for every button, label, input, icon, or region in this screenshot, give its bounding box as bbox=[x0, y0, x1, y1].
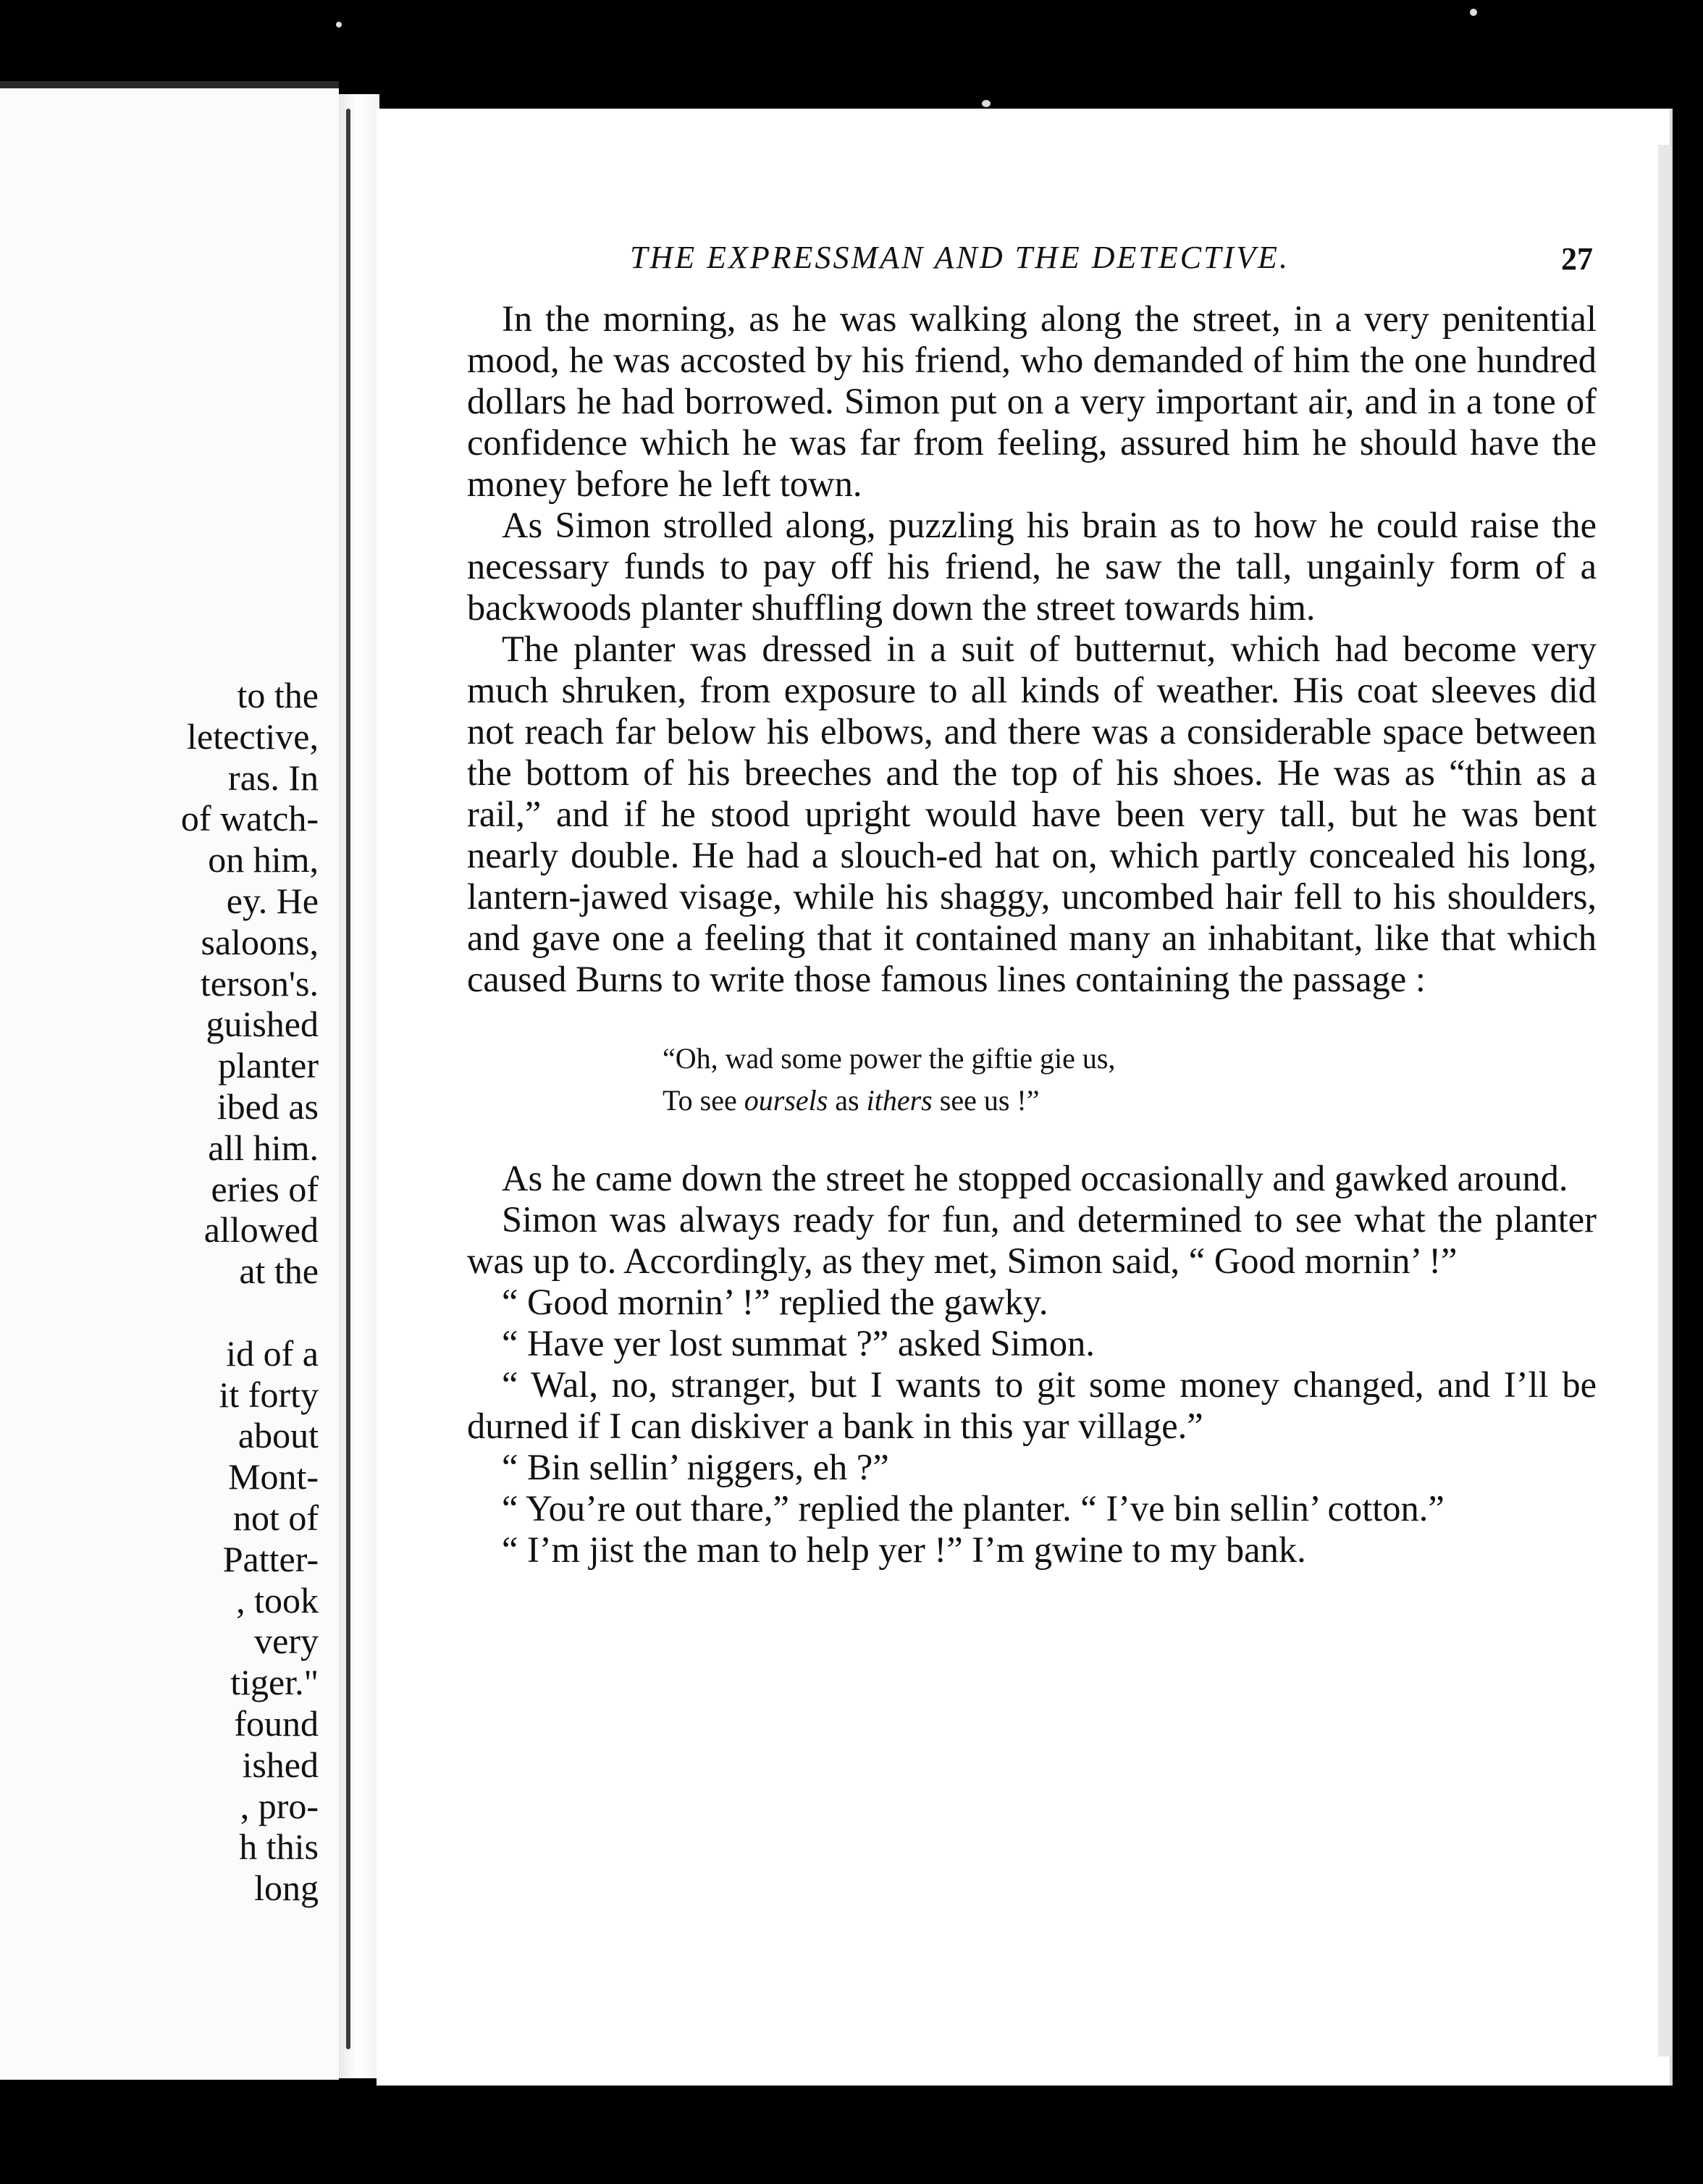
dust-speck bbox=[336, 22, 342, 28]
left-line: allowed bbox=[203, 1209, 319, 1251]
verse-italic: ithers bbox=[866, 1084, 933, 1117]
left-line: it forty bbox=[219, 1374, 319, 1415]
verse-quotation bbox=[467, 1038, 1597, 1122]
left-line: Patter- bbox=[222, 1538, 319, 1579]
running-title: THE EXPRESSMAN AND THE DETECTIVE. bbox=[630, 240, 1290, 275]
left-line: found bbox=[234, 1702, 319, 1744]
paragraph: The planter was dressed in a suit of butternut, which had become very much shruken, from exposure to all kinds of weather. His coat sleeves did not reach far below his elbows, and there was a considerable space between the bottom of his breeches and the top of his shoes. He was as “thin as a rail,” and if he stood upright would have been very tall, but he was bent nearly double. He had a slouch-ed hat on, which partly concealed his long, lantern-jawed visage, while his shaggy, uncombed hair fell to his shoulders, and gave one a feeling that it contained many an inhabitant, like that which caused Burns to write those famous lines containing the passage : bbox=[467, 629, 1597, 999]
right-page bbox=[377, 109, 1673, 2086]
paragraph: “ I’m jist the man to help yer !” I’m gwine to my bank. bbox=[502, 1529, 1306, 1570]
paragraph: “ Have yer lost summat ?” asked Simon. bbox=[502, 1323, 1096, 1364]
page-fold-shadow bbox=[346, 109, 350, 2049]
page-number: 27 bbox=[1561, 241, 1593, 277]
verse-line-2 bbox=[663, 1080, 1597, 1122]
left-line: letective, bbox=[187, 715, 319, 757]
book-gutter bbox=[339, 94, 379, 2078]
left-line: long bbox=[254, 1868, 319, 1909]
left-line: saloons, bbox=[201, 921, 319, 962]
paragraph: “ You’re out thare,” replied the planter. “ I’ve bin sellin’ cotton.” bbox=[502, 1488, 1445, 1529]
paragraph: “ Wal, no, stranger, but I wants to git some money changed, and I’ll be durned if I can diskiver a bank in this yar village.” bbox=[467, 1364, 1597, 1446]
left-line: terson's. bbox=[200, 962, 319, 1004]
paragraph: “ Bin sellin’ niggers, eh ?” bbox=[502, 1447, 889, 1487]
left-line: tiger." bbox=[230, 1662, 319, 1703]
left-line: ibed as bbox=[216, 1085, 319, 1127]
left-facing-page bbox=[0, 81, 339, 2080]
paragraph: Simon was always ready for fun, and determined to see what the planter was up to. Accordingly, as they met, Simon said, “ Good mornin’ !” bbox=[467, 1199, 1597, 1281]
left-line: all him. bbox=[208, 1127, 319, 1168]
left-line: ras. In bbox=[228, 757, 319, 798]
verse-line-1: “Oh, wad some power the giftie gie us, bbox=[663, 1042, 1116, 1075]
left-line: to the bbox=[237, 675, 319, 715]
left-line: of watch- bbox=[180, 798, 319, 839]
verse-italic: oursels bbox=[744, 1084, 828, 1117]
left-line: Mont- bbox=[228, 1456, 319, 1498]
paragraph: As he came down the street he stopped occasionally and gawked around. bbox=[502, 1158, 1568, 1198]
left-line: , took bbox=[236, 1579, 319, 1621]
paragraph: “ Good mornin’ !” replied the gawky. bbox=[502, 1282, 1048, 1322]
verse-text: To see bbox=[663, 1084, 744, 1117]
left-page-text bbox=[0, 675, 319, 1909]
left-line: about bbox=[237, 1415, 319, 1456]
left-line: planter bbox=[218, 1045, 319, 1086]
verse-text: see us !” bbox=[932, 1084, 1040, 1117]
page-edge bbox=[1658, 145, 1671, 2057]
verse-text: as bbox=[828, 1084, 867, 1117]
paragraph: As Simon strolled along, puzzling his brain as to how he could raise the necessary funds to pay off his friend, he saw the tall, ungainly form of a backwoods planter shuffling down the street towards him. bbox=[467, 505, 1597, 628]
dust-speck bbox=[982, 100, 991, 107]
left-line: not of bbox=[232, 1497, 319, 1538]
left-line-gap bbox=[0, 1292, 319, 1333]
paragraph: In the morning, as he was walking along the street, in a very penitential mood, he was accosted by his friend, who demanded of him the one hundred dollars he had borrowed. Simon put on a very important air, and in a tone of confidence which he was far from feeling, assured him he should have the money before he left town. bbox=[467, 298, 1597, 504]
left-line: on him, bbox=[208, 839, 319, 881]
dust-speck bbox=[1470, 9, 1477, 16]
left-line: , pro- bbox=[240, 1785, 319, 1826]
left-line: ey. He bbox=[226, 880, 319, 921]
body-text bbox=[467, 298, 1597, 1571]
left-line: h this bbox=[239, 1826, 319, 1868]
left-line: guished bbox=[206, 1004, 319, 1045]
left-line: very bbox=[254, 1621, 319, 1662]
left-line: id of a bbox=[226, 1332, 319, 1374]
page-header bbox=[630, 239, 1593, 282]
left-line: eries of bbox=[211, 1168, 319, 1209]
left-line: ished bbox=[242, 1744, 319, 1785]
left-line: at the bbox=[239, 1251, 319, 1292]
